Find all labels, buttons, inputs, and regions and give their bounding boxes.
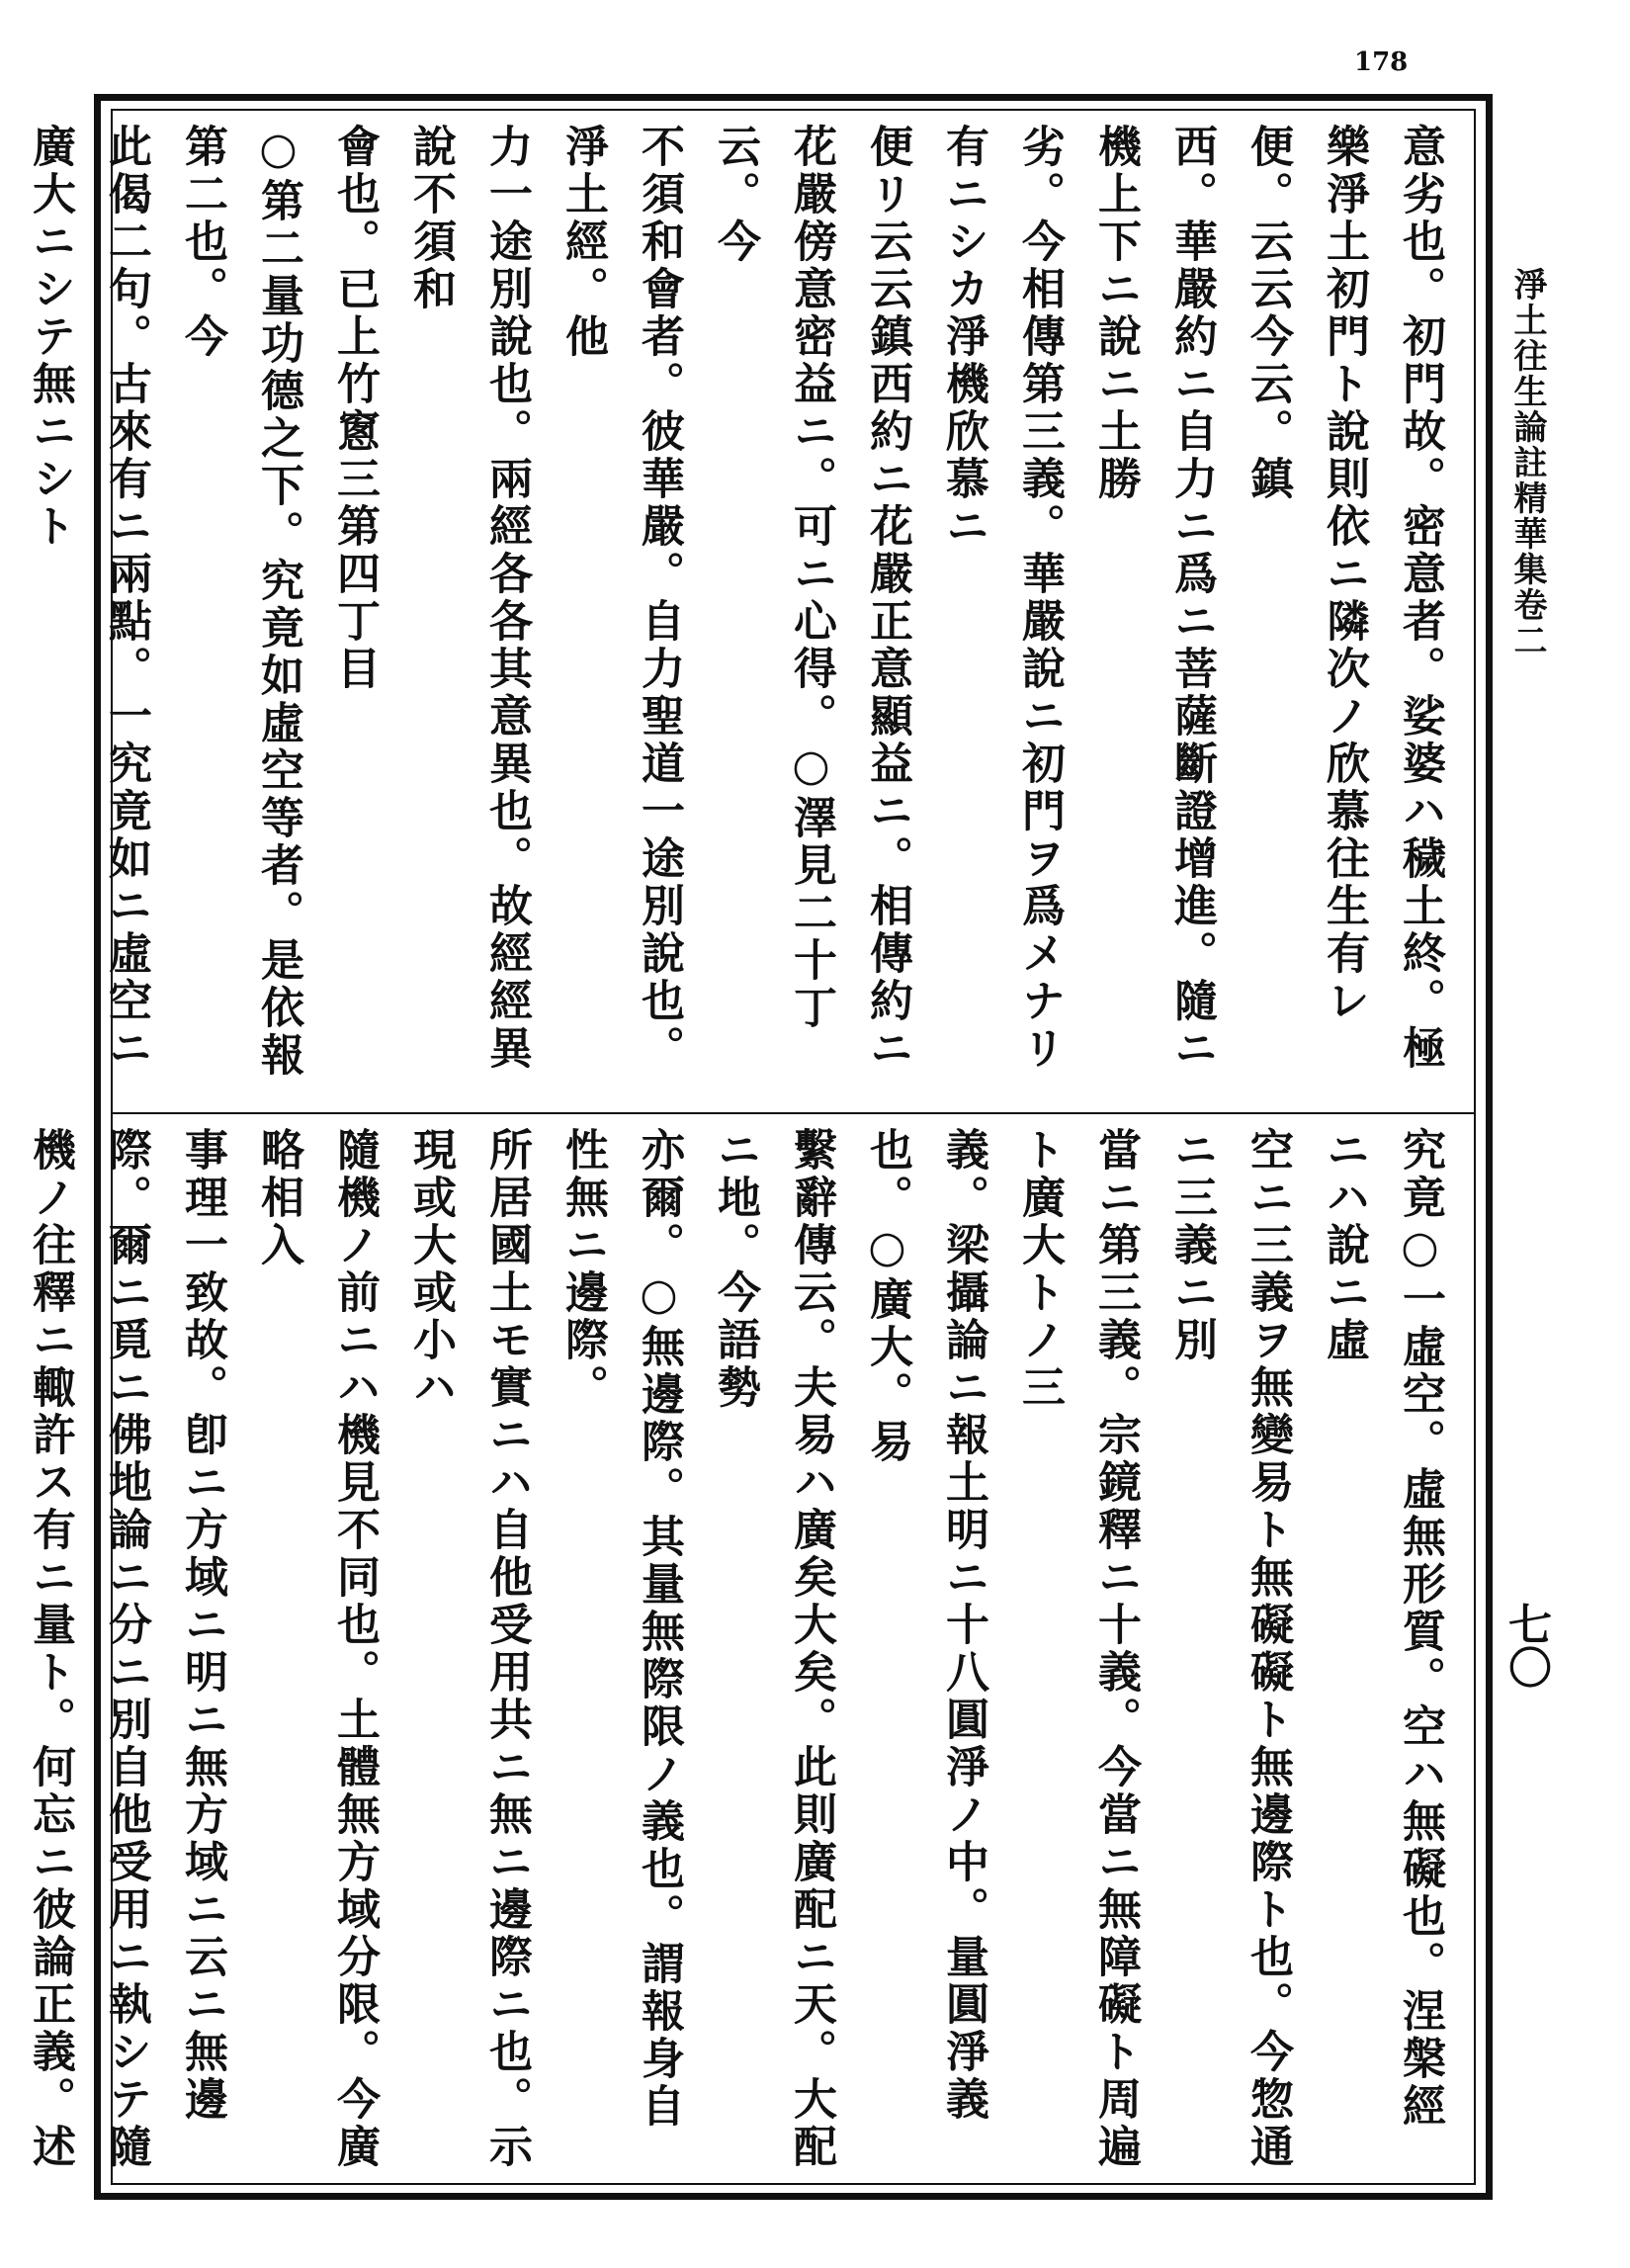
text-column: 所居國土モ實ニハ自他受用共ニ無ニ邊際ニ也。示現或大或小ハ (405, 1127, 532, 2171)
text-column: 究竟○一虛空。虛無形質。空ハ無礙也。涅槃經ニハ說ニ虛 (1319, 1127, 1445, 2131)
section-divider (111, 1112, 1476, 1114)
text-column: 西。華嚴約ニ自力ニ爲ニ菩薩斷證增進。隨ニ機上下ニ說ニ土勝 (1090, 124, 1217, 1073)
lower-text-block (25, 1127, 1458, 2175)
text-column: 繫辭傳云。夫易ハ廣矣大矣。此則廣配ニ天。大配ニ地。今語勢 (710, 1127, 836, 2171)
text-column: 會也。已上竹窻三第四丁目 (329, 124, 380, 693)
text-column: 力一途別說也。兩經各各其意異也。故經經異說不須和 (405, 124, 532, 1073)
text-column: 劣。今相傳第三義。華嚴說ニ初門ヲ爲メナリ有ニシカ淨機欣慕ニ (938, 124, 1065, 1073)
page-number: 178 (1354, 47, 1409, 77)
text-column: 隨機ノ前ニハ機見不同也。土體無方域分限。今廣略相入 (253, 1127, 380, 2171)
text-column: 不須和會者。彼華嚴。自力聖道一途別說也。淨土經。他 (558, 124, 684, 1073)
text-column: 此偈二句。古來有ニ兩點。一究竟如ニ虛空ニ廣大ニシテ無ニシト (25, 124, 151, 1073)
text-column: 空ニ三義ヲ無變易ト無礙礙ト無邊際ト也。今惣通ニ三義ニ別 (1166, 1127, 1293, 2171)
text-column: 便リ云云鎮西約ニ花嚴正意顯益ニ。相傳約ニ花嚴傍意密益ニ。可ニ心得。○澤見二十丁云。今 (710, 124, 912, 1073)
text-column: 義。梁攝論ニ報土明ニ十八圓淨ノ中。量圓淨義也。○廣大。易 (862, 1127, 988, 2124)
text-column: ○第二量功德之下。究竟如虛空等者。是依報第二也。今 (177, 124, 303, 1080)
text-column: 意劣也。初門故。密意者。娑婆ハ穢土終。極樂淨土初門ト說則依ニ隣次ノ欣慕往生有レ便。云云今云。鎮 (1243, 124, 1445, 1073)
running-title: 淨土往生論註精華集卷二 (1507, 267, 1547, 658)
text-column: 當ニ第三義。宗鏡釋ニ十義。今當ニ無障礙ト周遍ト廣大トノ三 (1014, 1127, 1141, 2171)
text-column: 亦爾。○無邊際。其量無際限ノ義也。謂報身自性無ニ邊際。 (558, 1127, 684, 2131)
folio-number: 七〇 (1501, 1602, 1551, 1689)
text-column (0, 124, 12, 1097)
upper-text-block (25, 124, 1458, 1097)
text-column: 事理一致故。卽ニ方域ニ明ニ無方域ニ云ニ無邊際。爾ニ覓ニ佛地論ニ分ニ別自他受用ニ執シテ隨機ノ往釋ニ輙許ス有ニ量ト。何忘ニ彼論正義。述 (25, 1127, 227, 2171)
